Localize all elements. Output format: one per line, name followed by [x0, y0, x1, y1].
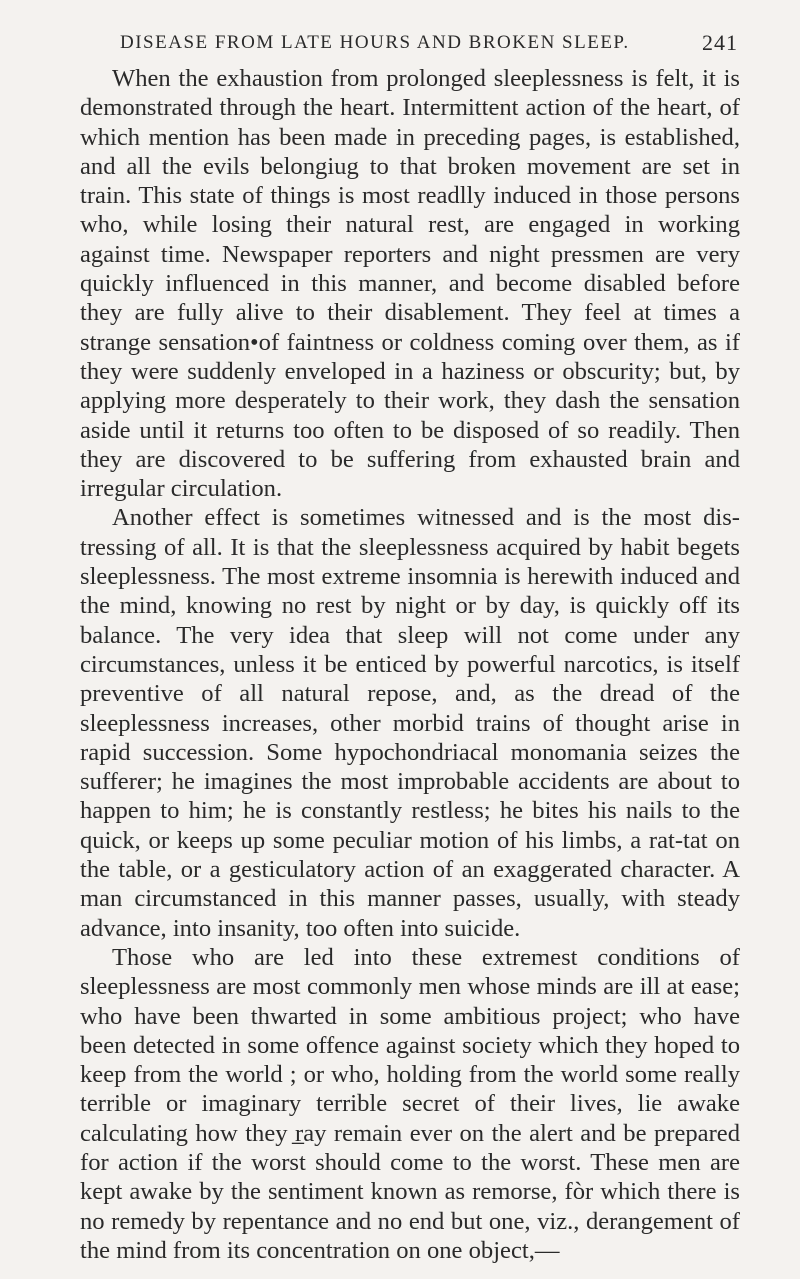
page-number: 241 — [702, 30, 738, 55]
body-text — [80, 64, 740, 1265]
running-head-title: DISEASE FROM LATE HOURS AND BROKEN SLEEP. — [120, 32, 630, 53]
paragraph-2: Another effect is sometimes witnessed and is the most distressing of all. It is that the sleeplessness acquired by habit begets sleeplessness. The most extreme insomnia is herewith induced and the mind, knowing no rest by night or by day, is quickly off its balance. The very idea that sleep will not come under any circumstances, unless it be enticed by powerful narcotics, is itself preventive of all natural repose, and, as the dread of the sleeplessness increases, other morbid trains of thought arise in rapid succession. Some hypochondriacal monomania seizes the sufferer; he imagines the most improbable accidents are about to happen to him; he is constantly restless; he bites his nails to the quick, or keeps up some peculiar motion of his limbs, a rat-tat on the table, or a gesticulatory action of an exaggerated character. A man circumstanced in this manner passes, usually, with steady advance, into insanity, too often into suicide. — [80, 504, 740, 942]
paragraph-3: Those who are led into these extremest conditions of sleeplessness are most commonly men whose minds are ill at ease; who have been thwarted in some ambitious project; who have been detected in some offence against society which they hoped to keep from the world ; or who, holding from the world some really terrible or imaginary terrible secret of their lives, lie awake calculating how they r̲ay remain ever on the alert and be prepared for action if the worst should come to the worst. These men are kept awake by the sentiment known as remorse, fòr which there is no remedy by repentance and no end but one, viz., derangement of the mind from its concentration on one object,— — [80, 943, 740, 1264]
paragraph-1: When the exhaustion from prolonged sleeplessness is felt, it is demonstrated through the heart. Intermittent action of the heart, of which mention has been made in preceding pages, is established, and all the evils belongiug to that broken movement are set in train. This state of things is most readlly induced in those persons who, while losing their natural rest, are engaged in working against time. Newspaper reporters and night pressmen are very quickly influenced in this manner, and become disabled before they are fully alive to their disablement. They feel at times a strange sensation•of faintness or coldness coming over them, as if they were suddenly enveloped in a haziness or obscurity; but, by applying more desperately to their work, they dash the sensation aside until it returns too often to be disposed of so readily. Then they are discovered to be suffering from exhausted brain and irregular circulation. — [80, 65, 740, 503]
running-head — [80, 24, 740, 64]
